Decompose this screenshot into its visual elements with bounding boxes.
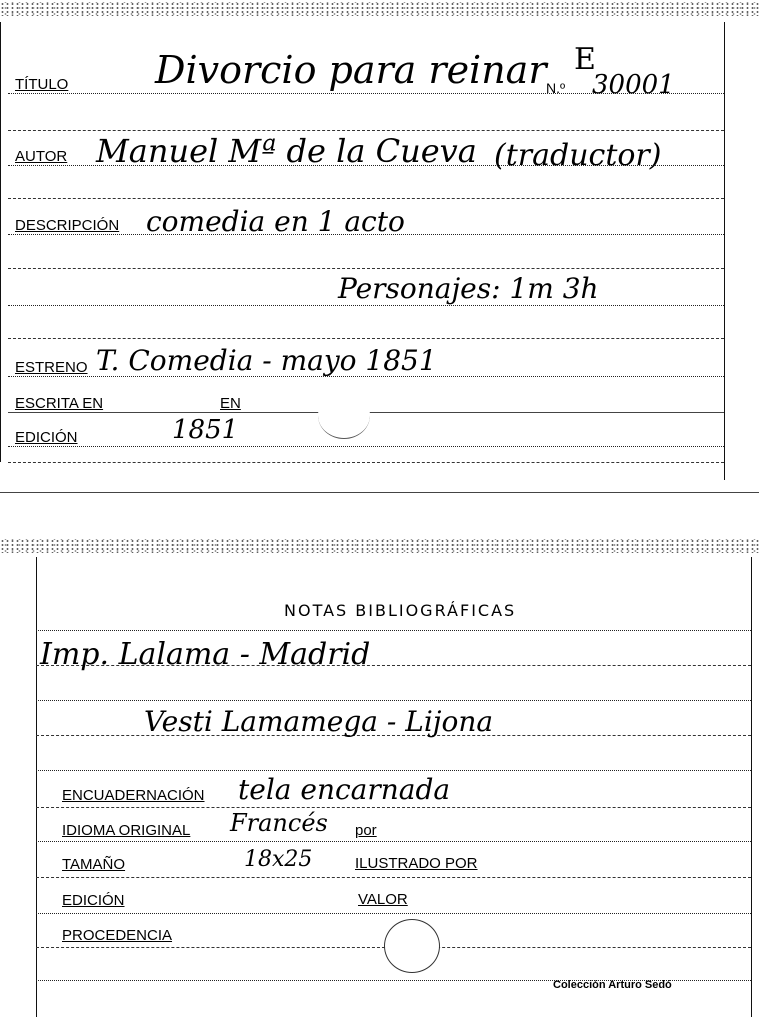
personajes-value: Personajes: 1m 3h	[338, 272, 599, 305]
notas-heading: NOTAS BIBLIOGRÁFICAS	[284, 601, 517, 620]
escrita-en-label: ESCRITA EN	[15, 395, 104, 412]
collection-credit: Colección Arturo Sedó	[553, 979, 672, 991]
rule-line	[8, 462, 724, 463]
rule-line	[8, 305, 724, 306]
encuadernacion-label: ENCUADERNACIÓN	[62, 787, 205, 804]
descripcion-value: comedia en 1 acto	[146, 205, 405, 238]
titulo-value: Divorcio para reinar	[155, 48, 547, 92]
rule-line	[8, 268, 724, 269]
por-label: por	[355, 822, 377, 839]
note-line-2: Vesti Lamamega - Lijona	[144, 705, 494, 738]
numero-prefix: E	[574, 42, 596, 77]
rule-line	[36, 700, 751, 701]
rule-line	[36, 877, 751, 878]
note-line-1: Imp. Lalama - Madrid	[40, 637, 371, 672]
rule-line	[36, 841, 751, 842]
rule-line	[36, 807, 751, 808]
punch-hole-mark	[318, 392, 370, 439]
card-top-edge	[0, 539, 759, 553]
rule-line	[8, 198, 724, 199]
encuadernacion-value: tela encarnada	[238, 773, 451, 806]
tamano-label: TAMAÑO	[62, 856, 126, 873]
descripcion-label: DESCRIPCIÓN	[15, 217, 120, 234]
catalog-card-back	[0, 495, 759, 1028]
numero-label: N.º	[546, 80, 566, 96]
stamp-circle	[384, 919, 440, 973]
rule-line	[36, 770, 751, 771]
estreno-label: ESTRENO	[15, 359, 88, 376]
card-bottom-edge	[0, 492, 759, 493]
rule-line	[36, 630, 751, 631]
card-left-border	[0, 22, 1, 462]
catalog-card-front	[0, 0, 759, 495]
idioma-label: IDIOMA ORIGINAL	[62, 822, 191, 839]
tamano-value: 18x25	[244, 847, 313, 872]
edicion-label-back: EDICIÓN	[62, 892, 125, 909]
numero-value: 30001	[592, 70, 675, 100]
estreno-value: T. Comedia - mayo 1851	[96, 344, 437, 377]
rule-line	[8, 338, 724, 339]
ilustrado-label: ILUSTRADO POR	[355, 855, 478, 872]
en-label: EN	[220, 395, 241, 412]
card-top-edge	[0, 2, 759, 16]
autor-note: (traductor)	[494, 138, 662, 173]
card-right-border	[751, 557, 752, 1017]
autor-label: AUTOR	[15, 148, 68, 165]
rule-line	[36, 913, 751, 914]
card-right-border	[724, 22, 725, 480]
titulo-label: TÍTULO	[15, 76, 69, 93]
edicion-value: 1851	[172, 415, 239, 445]
card-left-border	[36, 557, 37, 1017]
rule-line	[8, 130, 724, 131]
idioma-value: Francés	[230, 809, 328, 837]
procedencia-label: PROCEDENCIA	[62, 927, 173, 944]
valor-label: VALOR	[358, 891, 408, 908]
rule-line	[8, 446, 724, 447]
autor-value: Manuel Mª de la Cueva	[96, 132, 477, 170]
edicion-label: EDICIÓN	[15, 429, 78, 446]
